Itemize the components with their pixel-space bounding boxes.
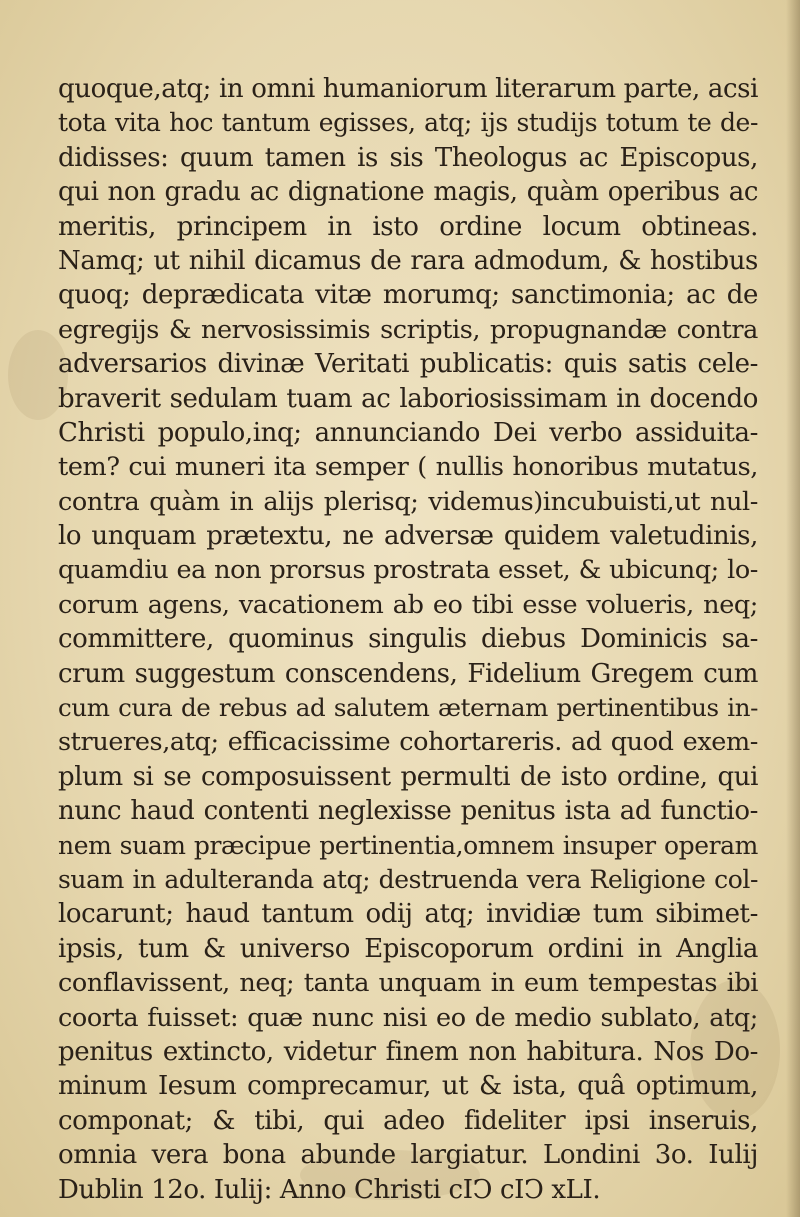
text-line: committere, quominus singulis diebus Dominicis sa-	[58, 624, 758, 655]
text-line: coorta fuisset: quæ nunc nisi eo de medio sublato, atq;	[58, 1002, 758, 1033]
text-line: adversarios divinæ Veritati publicatis: quis satis cele-	[58, 349, 758, 380]
text-line: lo unquam prætextu, ne adversæ quidem valetudinis,	[58, 521, 758, 552]
latin-text-body	[58, 72, 758, 1207]
text-line: nunc haud contenti neglexisse penitus ista ad functio-	[58, 796, 758, 827]
text-line: componat; & tibi, qui adeo fideliter ipsi inseruis,	[58, 1105, 758, 1136]
text-line: qui non gradu ac dignatione magis, quàm operibus ac	[58, 177, 758, 208]
text-line: cum cura de rebus ad salutem æternam pertinentibus in-	[58, 693, 758, 723]
text-line: Christi populo,inq; annunciando Dei verbo assiduita-	[58, 417, 758, 448]
text-line: corum agens, vacationem ab eo tibi esse volueris, neq;	[58, 589, 758, 620]
text-line: locarunt; haud tantum odij atq; invidiæ tum sibimet-	[58, 899, 758, 930]
text-line: tem? cui muneri ita semper ( nullis honoribus mutatus,	[58, 452, 758, 483]
text-line: Namq; ut nihil dicamus de rara admodum, & hostibus	[58, 245, 758, 276]
text-line: ipsis, tum & universo Episcoporum ordini in Anglia	[58, 933, 758, 964]
text-line: plum si se composuissent permulti de isto ordine, qui	[58, 761, 758, 792]
text-line: nem suam præcipue pertinentia,omnem insuper operam	[58, 830, 758, 860]
text-line: quamdiu ea non prorsus prostrata esset, & ubicunq; lo-	[58, 555, 758, 586]
text-line: penitus extincto, videtur finem non habitura. Nos Do-	[58, 1036, 758, 1067]
text-line: strueres,atq; efficacissime cohortareris. ad quod exem-	[58, 727, 758, 758]
text-line: braverit sedulam tuam ac laboriosissimam in docendo	[58, 383, 758, 414]
text-line: didisses: quum tamen is sis Theologus ac Episcopus,	[58, 142, 758, 173]
text-line: quoque,atq; in omni humaniorum literarum parte, acsi	[58, 74, 758, 104]
text-line: suam in adulteranda atq; destruenda vera Religione col-	[58, 864, 758, 894]
text-line: crum suggestum conscendens, Fidelium Gregem cum	[58, 658, 758, 689]
text-line: tota vita hoc tantum egisses, atq; ijs studijs totum te de-	[58, 108, 758, 138]
text-line: contra quàm in alijs plerisq; videmus)incubuisti,ut nul-	[58, 486, 758, 517]
text-line: meritis, principem in isto ordine locum obtineas.	[58, 211, 758, 242]
text-line: minum Iesum comprecamur, ut & ista, quâ optimum,	[58, 1071, 758, 1102]
text-line: conflavissent, neq; tanta unquam in eum tempestas ibi	[58, 968, 758, 999]
text-line: quoq; deprædicata vitæ morumq; sanctimonia; ac de	[58, 280, 758, 311]
text-line: egregijs & nervosissimis scriptis, propugnandæ contra	[58, 314, 758, 345]
closing-date-line: Dublin 12o. Iulij: Anno Christi cIↃ cIↃ xLI.	[58, 1174, 601, 1205]
text-line: omnia vera bona abunde largiatur. Londini 3o. Iulij	[58, 1140, 758, 1171]
